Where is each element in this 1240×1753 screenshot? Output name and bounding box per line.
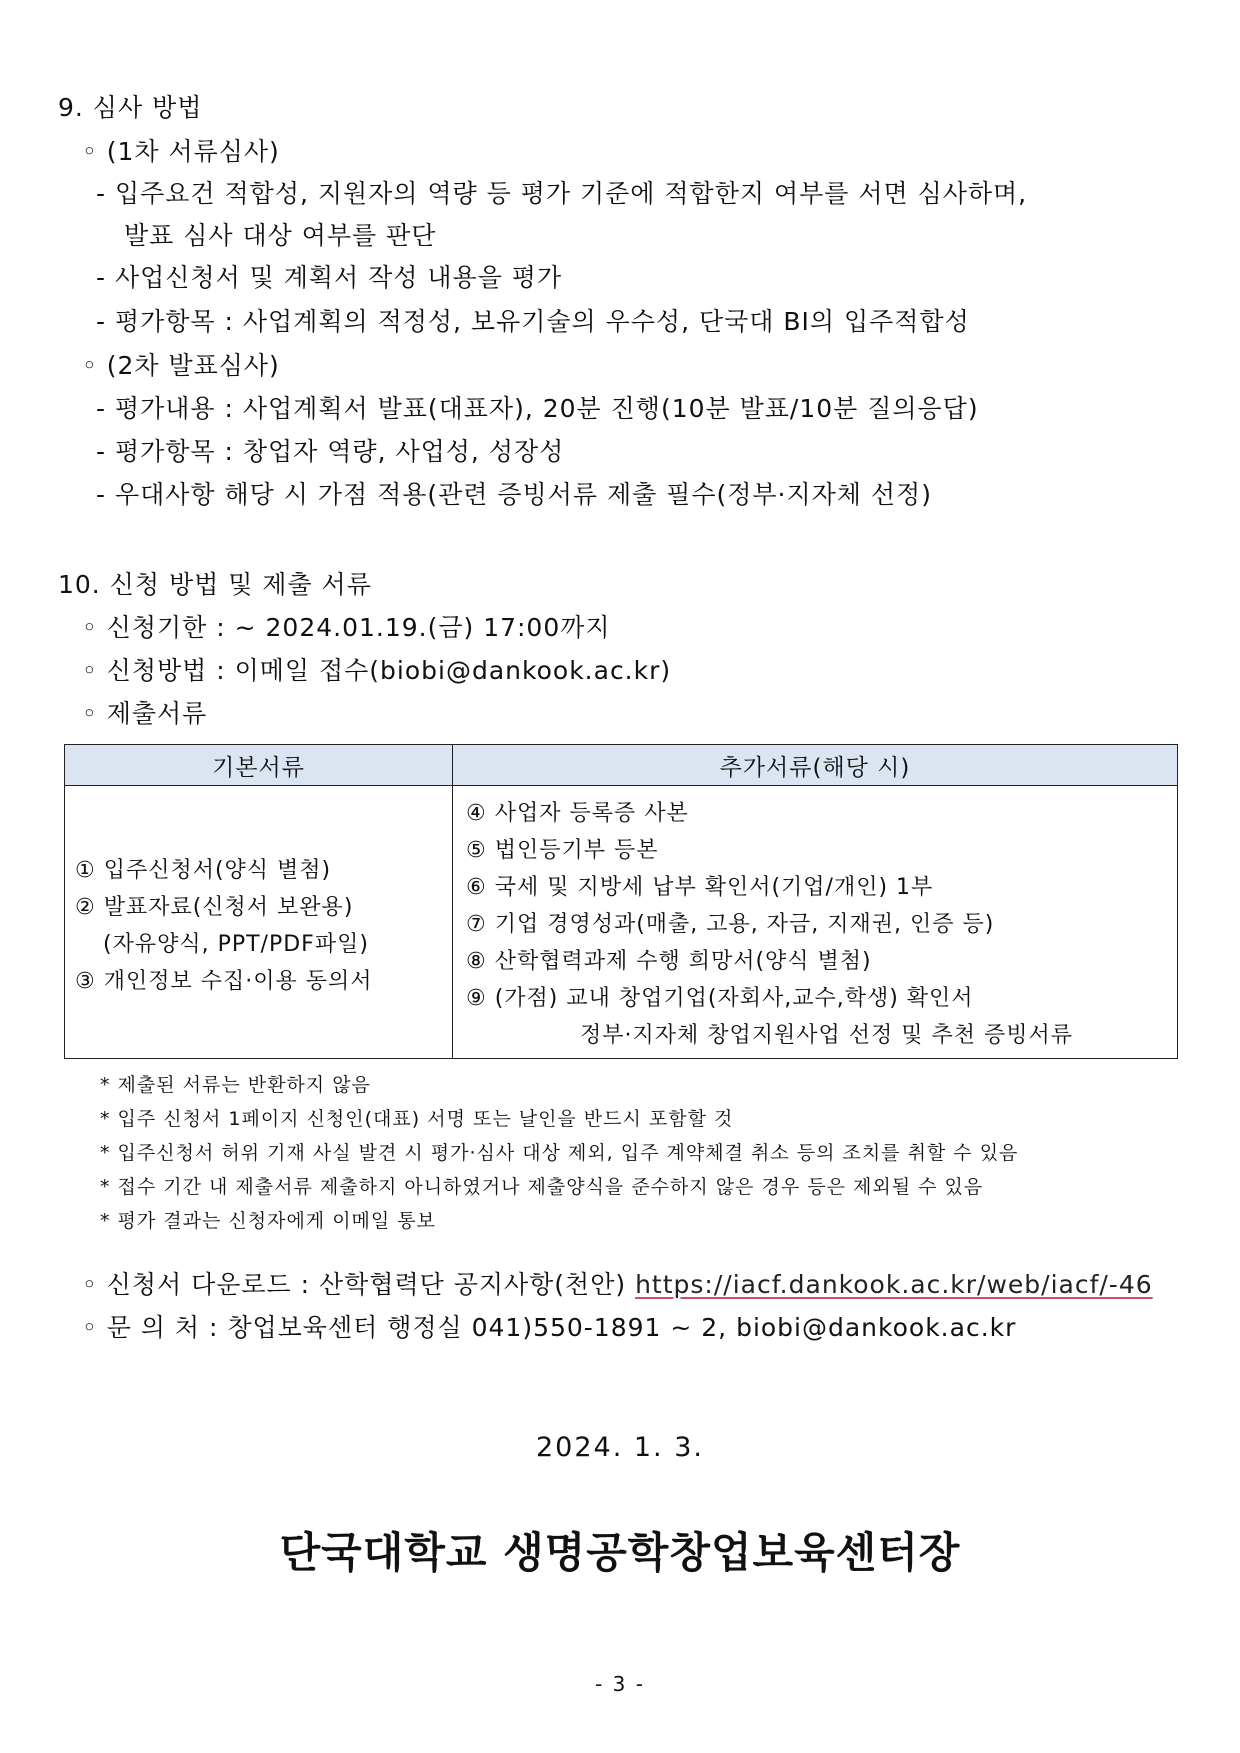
document-date: 2024. 1. 3. <box>536 1432 704 1463</box>
first-round-item: 발표 심사 대상 여부를 판단 <box>124 221 437 250</box>
extra-document-item: ⑦ 기업 경영성과(매출, 고용, 자금, 지재권, 인증 등) <box>466 912 995 937</box>
note-item: * 평가 결과는 신청자에게 이메일 통보 <box>100 1210 437 1232</box>
basic-document-item: ① 입주신청서(양식 별첨) <box>75 858 332 883</box>
download-label: ◦ 신청서 다운로드 : 산학협력단 공지사항(천안) <box>82 1270 627 1299</box>
documents-label: ◦ 제출서류 <box>82 699 208 728</box>
second-round-item: - 우대사항 해당 시 가점 적용(관련 증빙서류 제출 필수(정부·지자체 선정) <box>96 480 932 509</box>
table-header-extra: 추가서류(해당 시) <box>453 745 1178 786</box>
basic-documents-cell <box>65 786 453 1059</box>
table-header-basic: 기본서류 <box>65 745 453 786</box>
extra-document-item: 정부·지자체 창업지원사업 선정 및 추천 증빙서류 <box>580 1023 1074 1048</box>
note-item: * 입주 신청서 1페이지 신청인(대표) 서명 또는 날인을 반드시 포함할 것 <box>100 1108 734 1130</box>
download-link[interactable]: https://iacf.dankook.ac.kr/web/iacf/-46 <box>635 1270 1153 1299</box>
second-round-item: - 평가항목 : 창업자 역량, 사업성, 성장성 <box>96 437 565 466</box>
note-item: * 입주신청서 허위 기재 사실 발견 시 평가·심사 대상 제외, 입주 계약체결 취소 등의 조치를 취할 수 있음 <box>100 1142 1019 1164</box>
extra-document-item: ⑨ (가점) 교내 창업기업(자회사,교수,학생) 확인서 <box>466 986 974 1011</box>
first-round-item: - 평가항목 : 사업계획의 적정성, 보유기술의 우수성, 단국대 BI의 입주적합성 <box>96 307 970 336</box>
first-round-label: ◦ (1차 서류심사) <box>82 137 280 166</box>
note-item: * 제출된 서류는 반환하지 않음 <box>100 1074 371 1096</box>
note-item: * 접수 기간 내 제출서류 제출하지 아니하였거나 제출양식을 준수하지 않은 경우 등은 제외될 수 있음 <box>100 1176 984 1198</box>
extra-document-item: ④ 사업자 등록증 사본 <box>466 801 689 826</box>
method-text: ◦ 신청방법 : 이메일 접수(biobi@dankook.ac.kr) <box>82 656 672 685</box>
deadline-text: ◦ 신청기한 : ~ 2024.01.19.(금) 17:00까지 <box>82 613 611 642</box>
extra-documents-cell <box>453 786 1178 1059</box>
second-round-item: - 평가내용 : 사업계획서 발표(대표자), 20분 진행(10분 발표/10분 질의응답) <box>96 394 979 423</box>
page-number: - 3 - <box>595 1672 645 1696</box>
extra-document-item: ⑤ 법인등기부 등본 <box>466 838 659 863</box>
contact-text: ◦ 문 의 처 : 창업보육센터 행정실 041)550-1891 ~ 2, biobi@dankook.ac.kr <box>82 1313 1017 1342</box>
signature-title: 단국대학교 생명공학창업보육센터장 <box>279 1528 961 1577</box>
first-round-item: - 사업신청서 및 계획서 작성 내용을 평가 <box>96 263 563 292</box>
extra-document-item: ⑧ 산학협력과제 수행 희망서(양식 별첨) <box>466 949 872 974</box>
basic-document-item: (자유양식, PPT/PDF파일) <box>103 932 369 957</box>
documents-table <box>64 744 1178 1059</box>
first-round-item: - 입주요건 적합성, 지원자의 역량 등 평가 기준에 적합한지 여부를 서면 심사하며, <box>96 179 1028 208</box>
download-line <box>82 1265 1153 1301</box>
extra-document-item: ⑥ 국세 및 지방세 납부 확인서(기업/개인) 1부 <box>466 875 934 900</box>
basic-document-item: ② 발표자료(신청서 보완용) <box>75 895 354 920</box>
section10-heading: 10. 신청 방법 및 제출 서류 <box>58 570 372 599</box>
second-round-label: ◦ (2차 발표심사) <box>82 351 280 380</box>
section9-heading: 9. 심사 방법 <box>58 93 203 122</box>
basic-document-item: ③ 개인정보 수집·이용 동의서 <box>75 969 373 994</box>
